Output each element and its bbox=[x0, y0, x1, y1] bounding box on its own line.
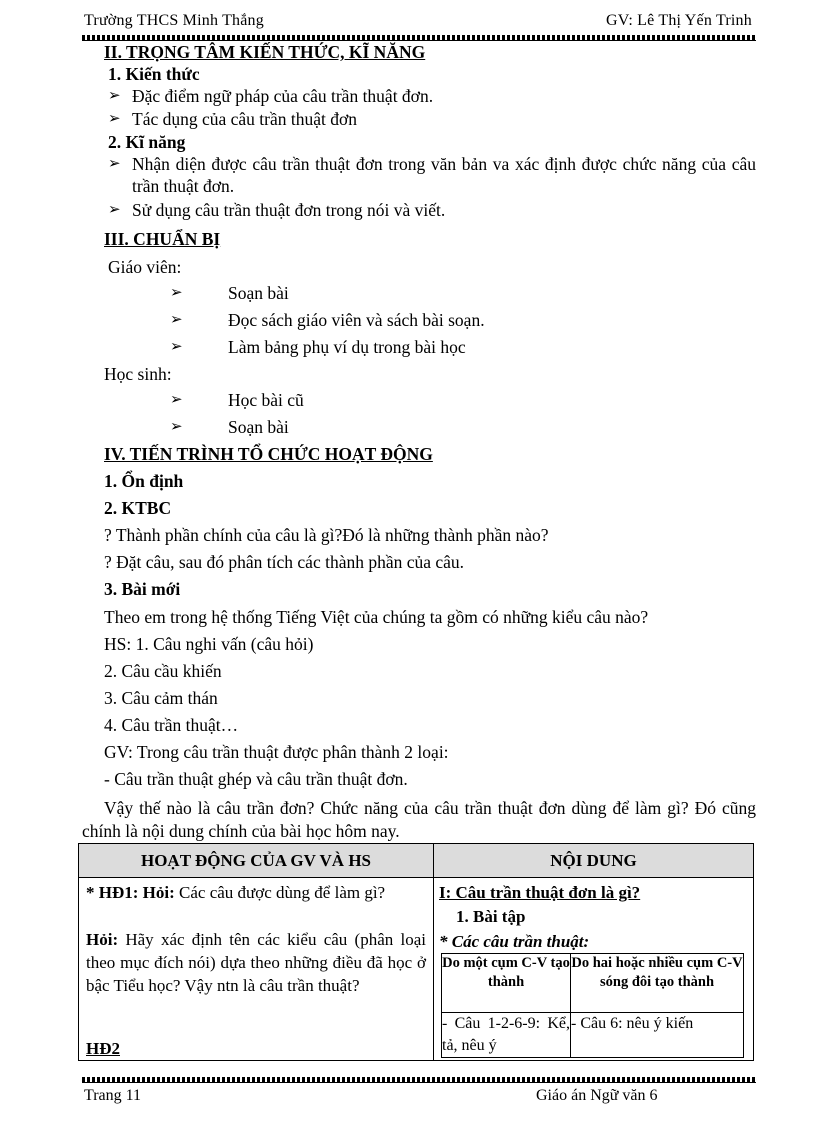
arrow-bullet-icon: ➢ bbox=[108, 156, 121, 172]
student-item: Soạn bài bbox=[228, 417, 289, 437]
content-title: I: Câu trần thuật đơn là gì? bbox=[439, 883, 641, 902]
hd2-label: HĐ2 bbox=[86, 1039, 120, 1058]
arrow-bullet-icon: ➢ bbox=[170, 339, 183, 355]
arrow-bullet-icon: ➢ bbox=[108, 111, 121, 127]
teacher-item: Làm bảng phụ ví dụ trong bài học bbox=[228, 337, 466, 357]
lesson-line: HS: 1. Câu nghi vấn (câu hỏi) bbox=[104, 634, 314, 654]
section2-title: II. TRỌNG TÂM KIẾN THỨC, KĨ NĂNG bbox=[104, 42, 426, 62]
hoi-label: Hỏi: bbox=[86, 930, 119, 949]
content-subtitle-2: * Các câu trần thuật: bbox=[439, 932, 590, 951]
step-3: 3. Bài mới bbox=[104, 579, 181, 599]
footer-page: Trang 11 bbox=[84, 1087, 142, 1104]
header-school: Trường THCS Minh Thắng bbox=[84, 12, 264, 29]
content-subtitle: 1. Bài tập bbox=[456, 907, 526, 926]
section4-title: IV. TIẾN TRÌNH TỔ CHỨC HOẠT ĐỘNG bbox=[104, 444, 433, 464]
arrow-bullet-icon: ➢ bbox=[170, 312, 183, 328]
hd1-line bbox=[86, 882, 426, 904]
student-label: Học sinh: bbox=[104, 364, 172, 384]
inner-header-multiple: Do hai hoặc nhiều cụm C-V sóng đôi tạo thành bbox=[571, 954, 744, 1013]
step-2: 2. KTBC bbox=[104, 498, 172, 518]
skill-item: Nhận diện được câu trần thuật đơn trong văn bản va xác định được chức năng của câu trần thuật đơn. bbox=[132, 154, 756, 196]
knowledge-item: Đặc điểm ngữ pháp của câu trần thuật đơn. bbox=[132, 86, 434, 106]
section3-title: III. CHUẨN BỊ bbox=[104, 229, 221, 249]
arrow-bullet-icon: ➢ bbox=[170, 285, 183, 301]
teacher-item: Soạn bài bbox=[228, 283, 289, 303]
lesson-line: 3. Câu cảm thán bbox=[104, 688, 218, 708]
hoi-paragraph bbox=[86, 928, 426, 997]
col-header-content: NỘI DUNG bbox=[434, 844, 754, 878]
activity-cell bbox=[79, 878, 434, 1061]
skill-item: Sử dụng câu trần thuật đơn trong nói và viết. bbox=[132, 200, 446, 220]
lesson-line: Theo em trong hệ thống Tiếng Việt của chúng ta gồm có những kiểu câu nào? bbox=[104, 607, 649, 627]
arrow-bullet-icon: ➢ bbox=[108, 88, 121, 104]
sentence-type-table bbox=[441, 953, 744, 1058]
knowledge-item: Tác dụng của câu trần thuật đơn bbox=[132, 109, 357, 129]
student-item: Học bài cũ bbox=[228, 390, 304, 410]
question-2: ? Đặt câu, sau đó phân tích các thành phần của câu. bbox=[104, 552, 465, 572]
lesson-line: - Câu trần thuật ghép và câu trần thuật đơn. bbox=[104, 769, 408, 789]
lesson-line: GV: Trong câu trần thuật được phân thành 2 loại: bbox=[104, 742, 449, 762]
footer-book: Giáo án Ngữ văn 6 bbox=[536, 1087, 658, 1104]
hd1-label: * HĐ1: Hỏi: bbox=[86, 883, 175, 902]
teacher-label: Giáo viên: bbox=[108, 257, 182, 277]
teacher-item: Đọc sách giáo viên và sách bài soạn. bbox=[228, 310, 485, 330]
lesson-line: 2. Câu cầu khiến bbox=[104, 661, 222, 681]
step-1: 1. Ổn định bbox=[104, 471, 184, 491]
header-teacher: GV: Lê Thị Yến Trinh bbox=[606, 12, 752, 29]
lesson-line: 4. Câu trần thuật… bbox=[104, 715, 239, 735]
inner-header-single: Do một cụm C-V tạo thành bbox=[442, 954, 571, 1013]
hoi-text: Hãy xác định tên các kiểu câu (phân loại theo mục đích nói) dựa theo những điều đã học ở bậc Tiểu học? Vậy ntn là câu trần thuật? bbox=[86, 930, 426, 995]
knowledge-title: 1. Kiến thức bbox=[108, 64, 200, 84]
skill-title: 2. Kĩ năng bbox=[108, 132, 186, 152]
intro-paragraph: Vậy thế nào là câu trần đơn? Chức năng của câu trần thuật đơn dùng để làm gì? Đó cũng chính là nội dung chính của bài học hôm nay. bbox=[82, 798, 756, 841]
col-header-activity: HOẠT ĐỘNG CỦA GV VÀ HS bbox=[79, 844, 434, 878]
inner-cell-multiple: - Câu 6: nêu ý kiến bbox=[571, 1013, 744, 1058]
content-cell bbox=[434, 878, 754, 1061]
inner-cell-single: - Câu 1-2-6-9: Kể, tả, nêu ý bbox=[442, 1013, 571, 1058]
footer-divider bbox=[82, 1077, 756, 1083]
arrow-bullet-icon: ➢ bbox=[170, 392, 183, 408]
hd1-text: Các câu được dùng để làm gì? bbox=[174, 883, 386, 902]
activity-table bbox=[78, 843, 754, 1061]
arrow-bullet-icon: ➢ bbox=[170, 419, 183, 435]
arrow-bullet-icon: ➢ bbox=[108, 202, 121, 218]
question-1: ? Thành phần chính của câu là gì?Đó là những thành phần nào? bbox=[104, 525, 549, 545]
